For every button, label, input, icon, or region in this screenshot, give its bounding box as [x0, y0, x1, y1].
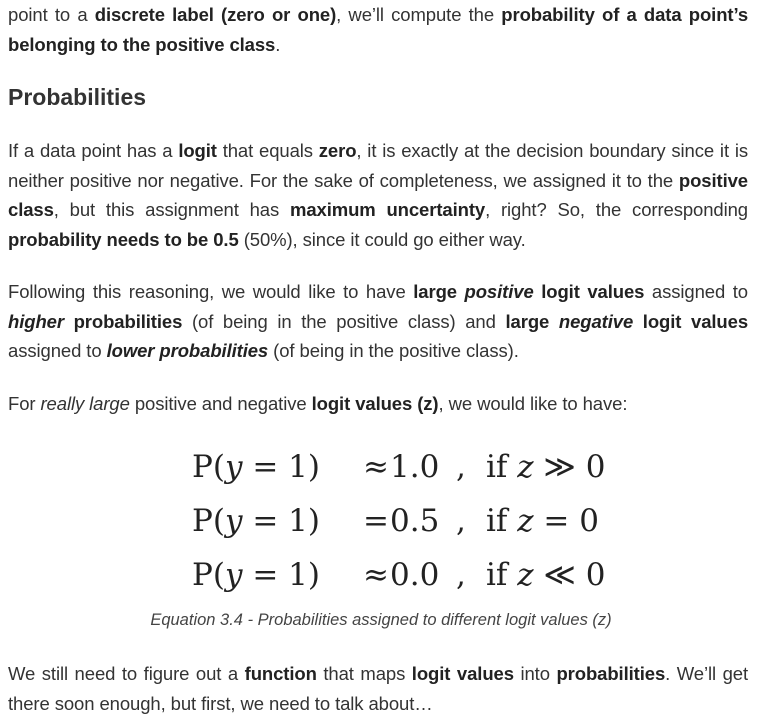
bold-term: discrete label (zero or one): [94, 4, 337, 25]
text-run: point to a: [8, 4, 95, 25]
equation-block: [192, 440, 606, 602]
bold-term: logit values: [533, 281, 645, 302]
text-run: .: [275, 33, 281, 55]
bold-term: large: [505, 310, 559, 332]
equation-comma: ,: [456, 449, 466, 485]
equation-lhs: P(𝑦 = 1): [192, 557, 320, 593]
equation-row: [192, 440, 606, 494]
equation-condition: if 𝑧 ≪ 0: [486, 557, 606, 593]
equation-row: [192, 494, 599, 548]
text-run: that equals: [216, 140, 319, 161]
bold-term: logit: [178, 140, 217, 161]
bold-term: positive class: [8, 169, 748, 220]
bold-italic-term: higher: [8, 310, 64, 332]
bold-italic-term: positive: [464, 281, 534, 302]
bold-term: probabilities: [63, 310, 183, 332]
equation-value: 0.5: [390, 503, 440, 539]
equation-relation: ≈: [363, 557, 389, 593]
text-run: (of being in the positive class) and: [182, 310, 506, 332]
bold-italic-term: negative: [558, 310, 634, 332]
bold-term: maximum uncertainty: [289, 199, 486, 220]
bold-term: zero: [318, 140, 357, 161]
text-run: (of being in the positive class).: [268, 340, 519, 361]
bold-term: logit values: [633, 310, 749, 332]
equation-relation: =: [363, 503, 389, 539]
text-run: We still need to figure out a: [8, 663, 245, 684]
bold-italic-term: lower probabilities: [106, 340, 269, 361]
equation-lhs: P(𝑦 = 1): [192, 503, 320, 539]
text-run: assigned to: [644, 281, 748, 302]
paragraph-large-values: [8, 389, 748, 419]
equation-value: 0.0: [390, 557, 440, 593]
text-run: that maps: [316, 663, 412, 684]
text-run: positive and negative: [129, 393, 312, 414]
equation-caption: Equation 3.4 - Probabilities assigned to different logit values (z): [150, 611, 612, 629]
equation-value: 1.0: [390, 449, 440, 485]
paragraph-next: [8, 659, 748, 718]
equation-row: [192, 548, 606, 602]
italic-term: really large: [40, 393, 130, 414]
text-run: Following this reasoning, we would like to have: [8, 281, 414, 302]
text-run: assigned to: [8, 340, 107, 361]
text-run: , we’ll compute the: [336, 4, 502, 25]
text-run: , we would like to have:: [438, 393, 628, 414]
text-run: , but this assignment has: [53, 199, 290, 220]
text-run: (50%), since it could go either way.: [238, 228, 526, 250]
text-run: . We’ll get there soon enough, but first, we need to talk about…: [8, 663, 749, 714]
bold-term: function: [244, 663, 317, 684]
text-run: into: [513, 663, 557, 684]
equation-comma: ,: [456, 557, 466, 593]
intro-paragraph: [8, 0, 748, 59]
bold-term: probability needs to be 0.5: [8, 228, 239, 250]
paragraph-logit-zero: [8, 136, 748, 254]
bold-term: probabilities: [556, 663, 666, 684]
text-run: If a data point has a: [8, 140, 179, 161]
equation-lhs: P(𝑦 = 1): [192, 449, 320, 485]
paragraph-reasoning: [8, 277, 748, 366]
bold-term: logit values (z): [311, 393, 439, 414]
section-heading: Probabilities: [8, 84, 147, 110]
equation-condition: if 𝑧 = 0: [486, 503, 599, 539]
text-run: , right? So, the corresponding: [485, 199, 748, 220]
text-run: For: [8, 393, 41, 414]
equation-comma: ,: [456, 503, 466, 539]
equation-condition: if 𝑧 ≫ 0: [486, 449, 606, 485]
text-run: , it is exactly at the decision boundary since it is neither positive nor negative. For the sake of completeness, we assigned it to the: [8, 140, 748, 191]
bold-term: logit values: [411, 663, 514, 684]
bold-term: probability of a data point’s belonging to the positive class: [8, 4, 749, 55]
equation-relation: ≈: [363, 449, 389, 485]
bold-term: large: [413, 281, 465, 302]
